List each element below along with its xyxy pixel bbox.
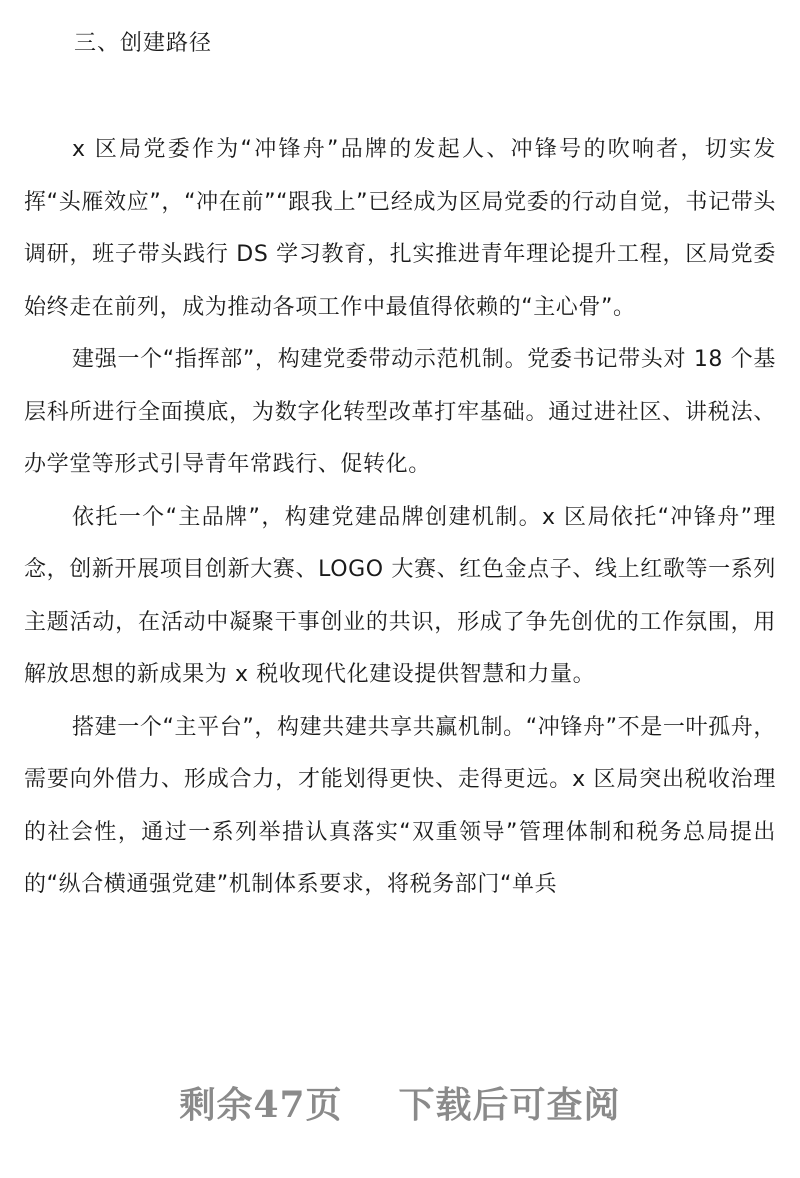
section-heading: 三、创建路径	[74, 31, 213, 56]
paragraph-1: x 区局党委作为“冲锋舟”品牌的发起人、冲锋号的吹响者，切实发挥“头雁效应”，“冲在前”“跟我上”已经成为区局党委的行动自觉，书记带头调研，班子带头践行 DS 学习教育，扎实推进青年理论提升工程，区局党委始终走在前列，成为推动各项工作中最值得依赖的“主心骨”。	[24, 137, 776, 320]
download-banner[interactable]	[0, 1072, 800, 1132]
remaining-pages-label: 剩余47页	[179, 1083, 343, 1126]
paragraph-4: 搭建一个“主平台”，构建共建共享共赢机制。“冲锋舟”不是一叶孤舟，需要向外借力、形成合力，才能划得更快、走得更远。x 区局突出税收治理的社会性，通过一系列举措认真落实“双重领导”管理体制和税务总局提出的“纵合横通强党建”机制体系要求，将税务部门“单兵	[24, 714, 776, 897]
paragraph-2: 建强一个“指挥部”，构建党委带动示范机制。党委书记带头对 18 个基层科所进行全面摸底，为数字化转型改革打牢基础。通过进社区、讲税法、办学堂等形式引导青年常践行、促转化。	[24, 347, 776, 477]
paragraph-3: 依托一个“主品牌”，构建党建品牌创建机制。x 区局依托“冲锋舟”理念，创新开展项目创新大赛、LOGO 大赛、红色金点子、线上红歌等一系列主题活动，在活动中凝聚干事创业的共识，形成了争先创优的工作氛围，用解放思想的新成果为 x 税收现代化建设提供智慧和力量。	[24, 504, 776, 687]
body-text	[24, 124, 776, 912]
download-hint-label: 下载后可查阅	[398, 1083, 621, 1126]
